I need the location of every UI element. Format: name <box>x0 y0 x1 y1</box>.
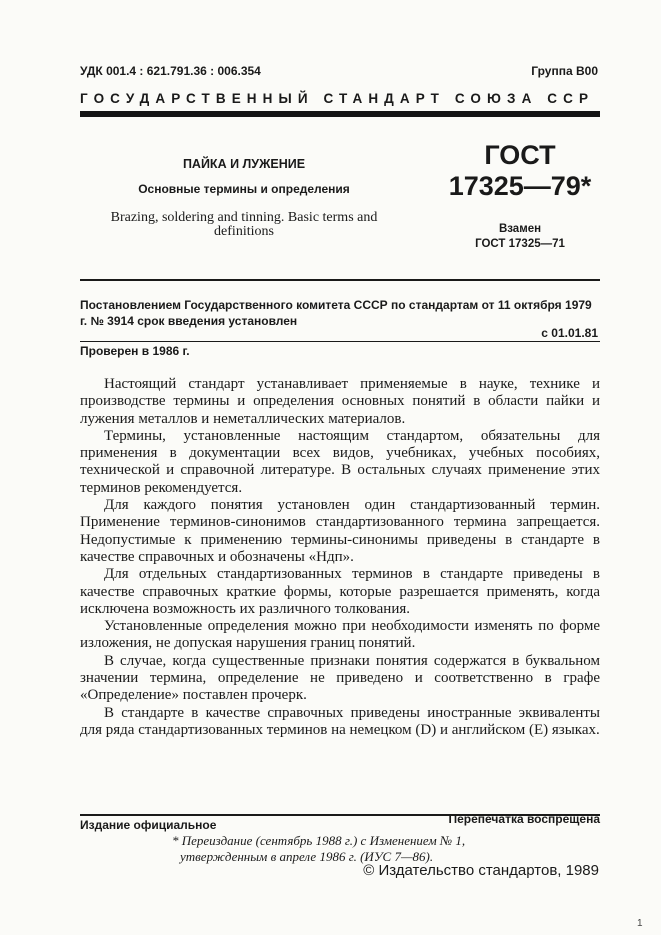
header-rule <box>80 111 600 117</box>
publisher-copyright: © Издательство стандартов, 1989 <box>363 862 599 879</box>
paragraph: В стандарте в качестве справочных приведены иностранные эквиваленты для ряда стандартизованных терминов на немецком (D) и английском (E) языках. <box>80 704 600 738</box>
document-subtitle: Основные термины и определения <box>138 182 350 196</box>
document-title: ПАЙКА И ЛУЖЕНИЕ <box>182 157 306 171</box>
gost-number: 17325—79* <box>448 171 592 201</box>
checked-note: Проверен в 1986 г. <box>80 344 190 358</box>
reissue-note <box>172 833 592 865</box>
state-standard-heading: ГОСУДАРСТВЕННЫЙ СТАНДАРТ СОЮЗА ССР <box>80 91 595 106</box>
page-number: 1 <box>637 918 643 929</box>
group-code: Группа В00 <box>531 64 598 78</box>
body-text <box>80 376 600 739</box>
gost-label: ГОСТ <box>484 140 556 170</box>
reissue-line: * Переиздание (сентябрь 1988 г.) с Изменением № 1, <box>172 833 466 848</box>
document-title-english: Brazing, soldering and tinning. Basic terms and definitions <box>110 210 378 239</box>
effective-date: с 01.01.81 <box>541 326 598 340</box>
paragraph: Термины, установленные настоящим стандартом, обязательны для применения в документации всех видов, учебниках, учебных пособиях, технической и справочной литературе. В остальных случаях применение этих терминов рекомендуется. <box>80 427 600 496</box>
replaces-label: Взамен <box>498 223 542 235</box>
reprint-prohibited-label: Перепечатка воспрещена <box>448 812 600 826</box>
paragraph: Настоящий стандарт устанавливает применяемые в науке, технике и производстве термины и определения основных понятий в области пайки и лужения металлов и неметаллических материалов. <box>80 376 600 427</box>
paragraph: Для отдельных стандартизованных терминов в стандарте приведены в качестве справочных краткие формы, которые разрешается применять, когда исключена возможность их различного толкования. <box>80 566 600 617</box>
official-edition-label: Издание официальное <box>80 818 217 832</box>
decree-text: Постановлением Государственного комитета СССР по стандартам от 11 октября 1979 г. № 3914 срок введения установлен <box>80 298 592 328</box>
title-rule <box>80 279 600 281</box>
paragraph: В случае, когда существенные признаки понятия содержатся в буквальном значении термина, определение не приведено и соответственно в графе «Определение» поставлен прочерк. <box>80 652 600 704</box>
reissue-line: утвержденным в апреле 1986 г. (ИУС 7—86). <box>180 849 434 864</box>
paragraph: Для каждого понятия установлен один стандартизованный термин. Применение терминов-синонимов стандартизованного термина запрещается. Недопустимые к применению термины-синонимы приведены в стандарте в качестве справочных и обозначены «Ндп». <box>80 497 600 565</box>
udk-code: УДК 001.4 : 621.791.36 : 006.354 <box>80 64 261 78</box>
paragraph: Установленные определения можно при необходимости изменять по форме изложения, не допуская нарушения границ понятий. <box>80 618 600 652</box>
decree-rule <box>80 341 600 342</box>
replaces-value: ГОСТ 17325—71 <box>475 238 565 250</box>
